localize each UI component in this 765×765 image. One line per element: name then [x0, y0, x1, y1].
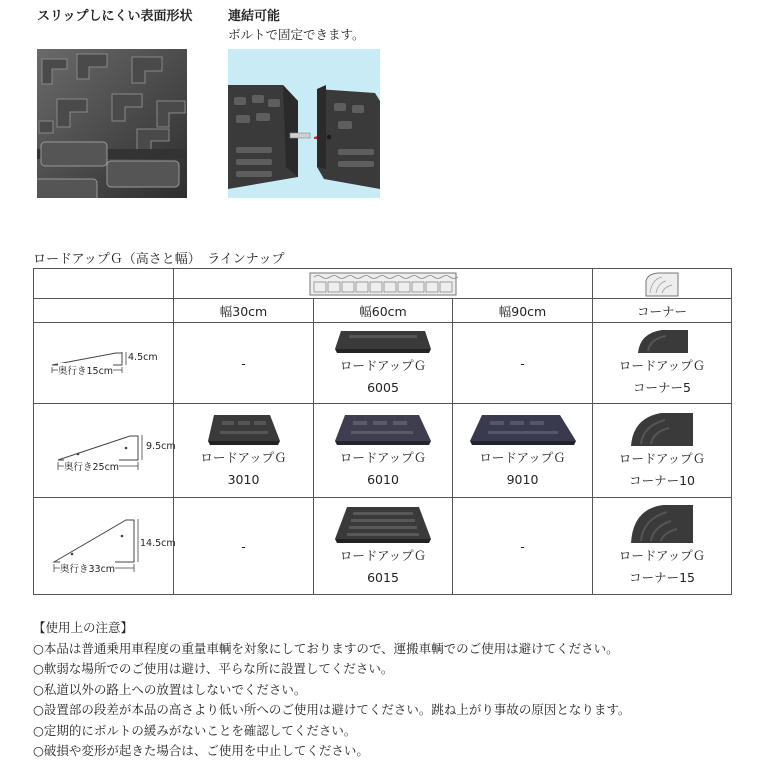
- product-name: ロードアップＧ: [618, 358, 706, 373]
- connect-feature-subtitle: ボルトで固定できます。: [228, 27, 365, 42]
- column-header: コーナー: [593, 299, 732, 323]
- straight-product-banner-cell: [174, 269, 593, 299]
- unavailable-dash: -: [241, 538, 246, 554]
- note-item: ○定期的にボルトの緩みがないことを確認してください。: [33, 722, 357, 738]
- corner-product-banner-cell: [593, 269, 732, 299]
- column-header: 幅30cm: [174, 299, 314, 323]
- product-code: コーナー5: [633, 380, 691, 395]
- product-name: ロードアップＧ: [339, 358, 427, 373]
- product-code: 3010: [227, 471, 260, 487]
- product-name: ロードアップＧ: [479, 449, 566, 465]
- product-image-corner10: [627, 410, 697, 448]
- product-cell: [174, 404, 314, 498]
- product-name: ロードアップＧ: [618, 450, 706, 466]
- product-cell: [314, 323, 453, 404]
- height-label: 4.5cm: [128, 352, 158, 363]
- usage-notes: [33, 618, 733, 762]
- profile-cell: [34, 404, 174, 498]
- product-image-corner5: [632, 327, 692, 355]
- product-image-6015: [333, 503, 433, 545]
- product-name: ロードアップＧ: [339, 449, 427, 465]
- profile-cell: [34, 323, 174, 404]
- connect-diagram: [228, 49, 380, 198]
- slip-feature-title: スリップしにくい表面形状: [37, 9, 193, 24]
- product-code: 6005: [367, 380, 399, 395]
- depth-label: 奥行き25cm: [64, 459, 119, 473]
- note-item: ○本品は普通乗用車程度の重量車輌を対象にしておりますので、運搬車輌でのご使用は避けてください。: [33, 640, 619, 656]
- note-item: ○設置部の段差が本品の高さより低い所へのご使用は避けてください。跳ね上がり事故の原因となります。: [33, 702, 631, 717]
- note-item: ○破損や変形が起きた場合は、ご使用を中止してください。: [33, 743, 369, 758]
- profile-cell: [34, 498, 174, 595]
- unavailable-dash: -: [520, 538, 525, 554]
- note-item: ○私道以外の路上への放置はしないでください。: [33, 681, 307, 697]
- product-cell: [593, 323, 732, 404]
- slip-surface-photo: [37, 49, 187, 198]
- product-code: コーナー10: [629, 472, 695, 488]
- size-row-4-5: [34, 323, 732, 404]
- column-header: 幅60cm: [314, 299, 453, 323]
- notes-heading: 【使用上の注意】: [33, 620, 134, 635]
- product-code: 6015: [367, 570, 399, 585]
- product-name: ロードアップＧ: [339, 548, 427, 563]
- connect-feature-title: 連結可能: [228, 9, 281, 24]
- unavailable-dash: -: [520, 355, 525, 371]
- product-cell: [453, 404, 593, 498]
- depth-label: 奥行き33cm: [60, 561, 115, 575]
- product-cell: [453, 323, 593, 404]
- product-image-corner15: [627, 503, 697, 545]
- product-code: 6010: [367, 471, 399, 487]
- product-code: 9010: [506, 471, 539, 487]
- corner-ramp-illustration: [642, 271, 682, 297]
- product-cell: [593, 498, 732, 595]
- width-header-empty: [34, 299, 174, 323]
- product-cell: [314, 498, 453, 595]
- product-code: コーナー15: [629, 570, 695, 585]
- straight-ramp-illustration: [308, 271, 458, 297]
- product-image-9010: [468, 411, 578, 447]
- product-cell: [453, 498, 593, 595]
- lineup-title: ロードアップＧ（高さと幅） ラインナップ: [33, 252, 285, 267]
- lineup-table: [33, 268, 732, 595]
- product-name: ロードアップＧ: [200, 449, 287, 465]
- depth-label: 奥行き15cm: [58, 363, 113, 377]
- size-row-14-5: [34, 498, 732, 595]
- unavailable-dash: -: [241, 355, 246, 371]
- product-name: ロードアップＧ: [618, 548, 706, 563]
- height-label: 9.5cm: [146, 441, 176, 452]
- product-image-6005: [333, 327, 433, 355]
- product-cell: [174, 323, 314, 404]
- product-cell: [314, 404, 453, 498]
- height-label: 14.5cm: [140, 538, 176, 549]
- product-image-3010: [204, 411, 284, 447]
- size-row-9-5: [34, 404, 732, 498]
- product-cell: [593, 404, 732, 498]
- column-header: 幅90cm: [453, 299, 593, 323]
- product-image-6010: [333, 411, 433, 447]
- corner-empty-cell: [34, 269, 174, 299]
- product-cell: [174, 498, 314, 595]
- note-item: ○軟弱な場所でのご使用は避け、平らな所に設置してください。: [33, 661, 394, 676]
- header-image-row: [34, 269, 732, 299]
- width-header-row: [34, 299, 732, 323]
